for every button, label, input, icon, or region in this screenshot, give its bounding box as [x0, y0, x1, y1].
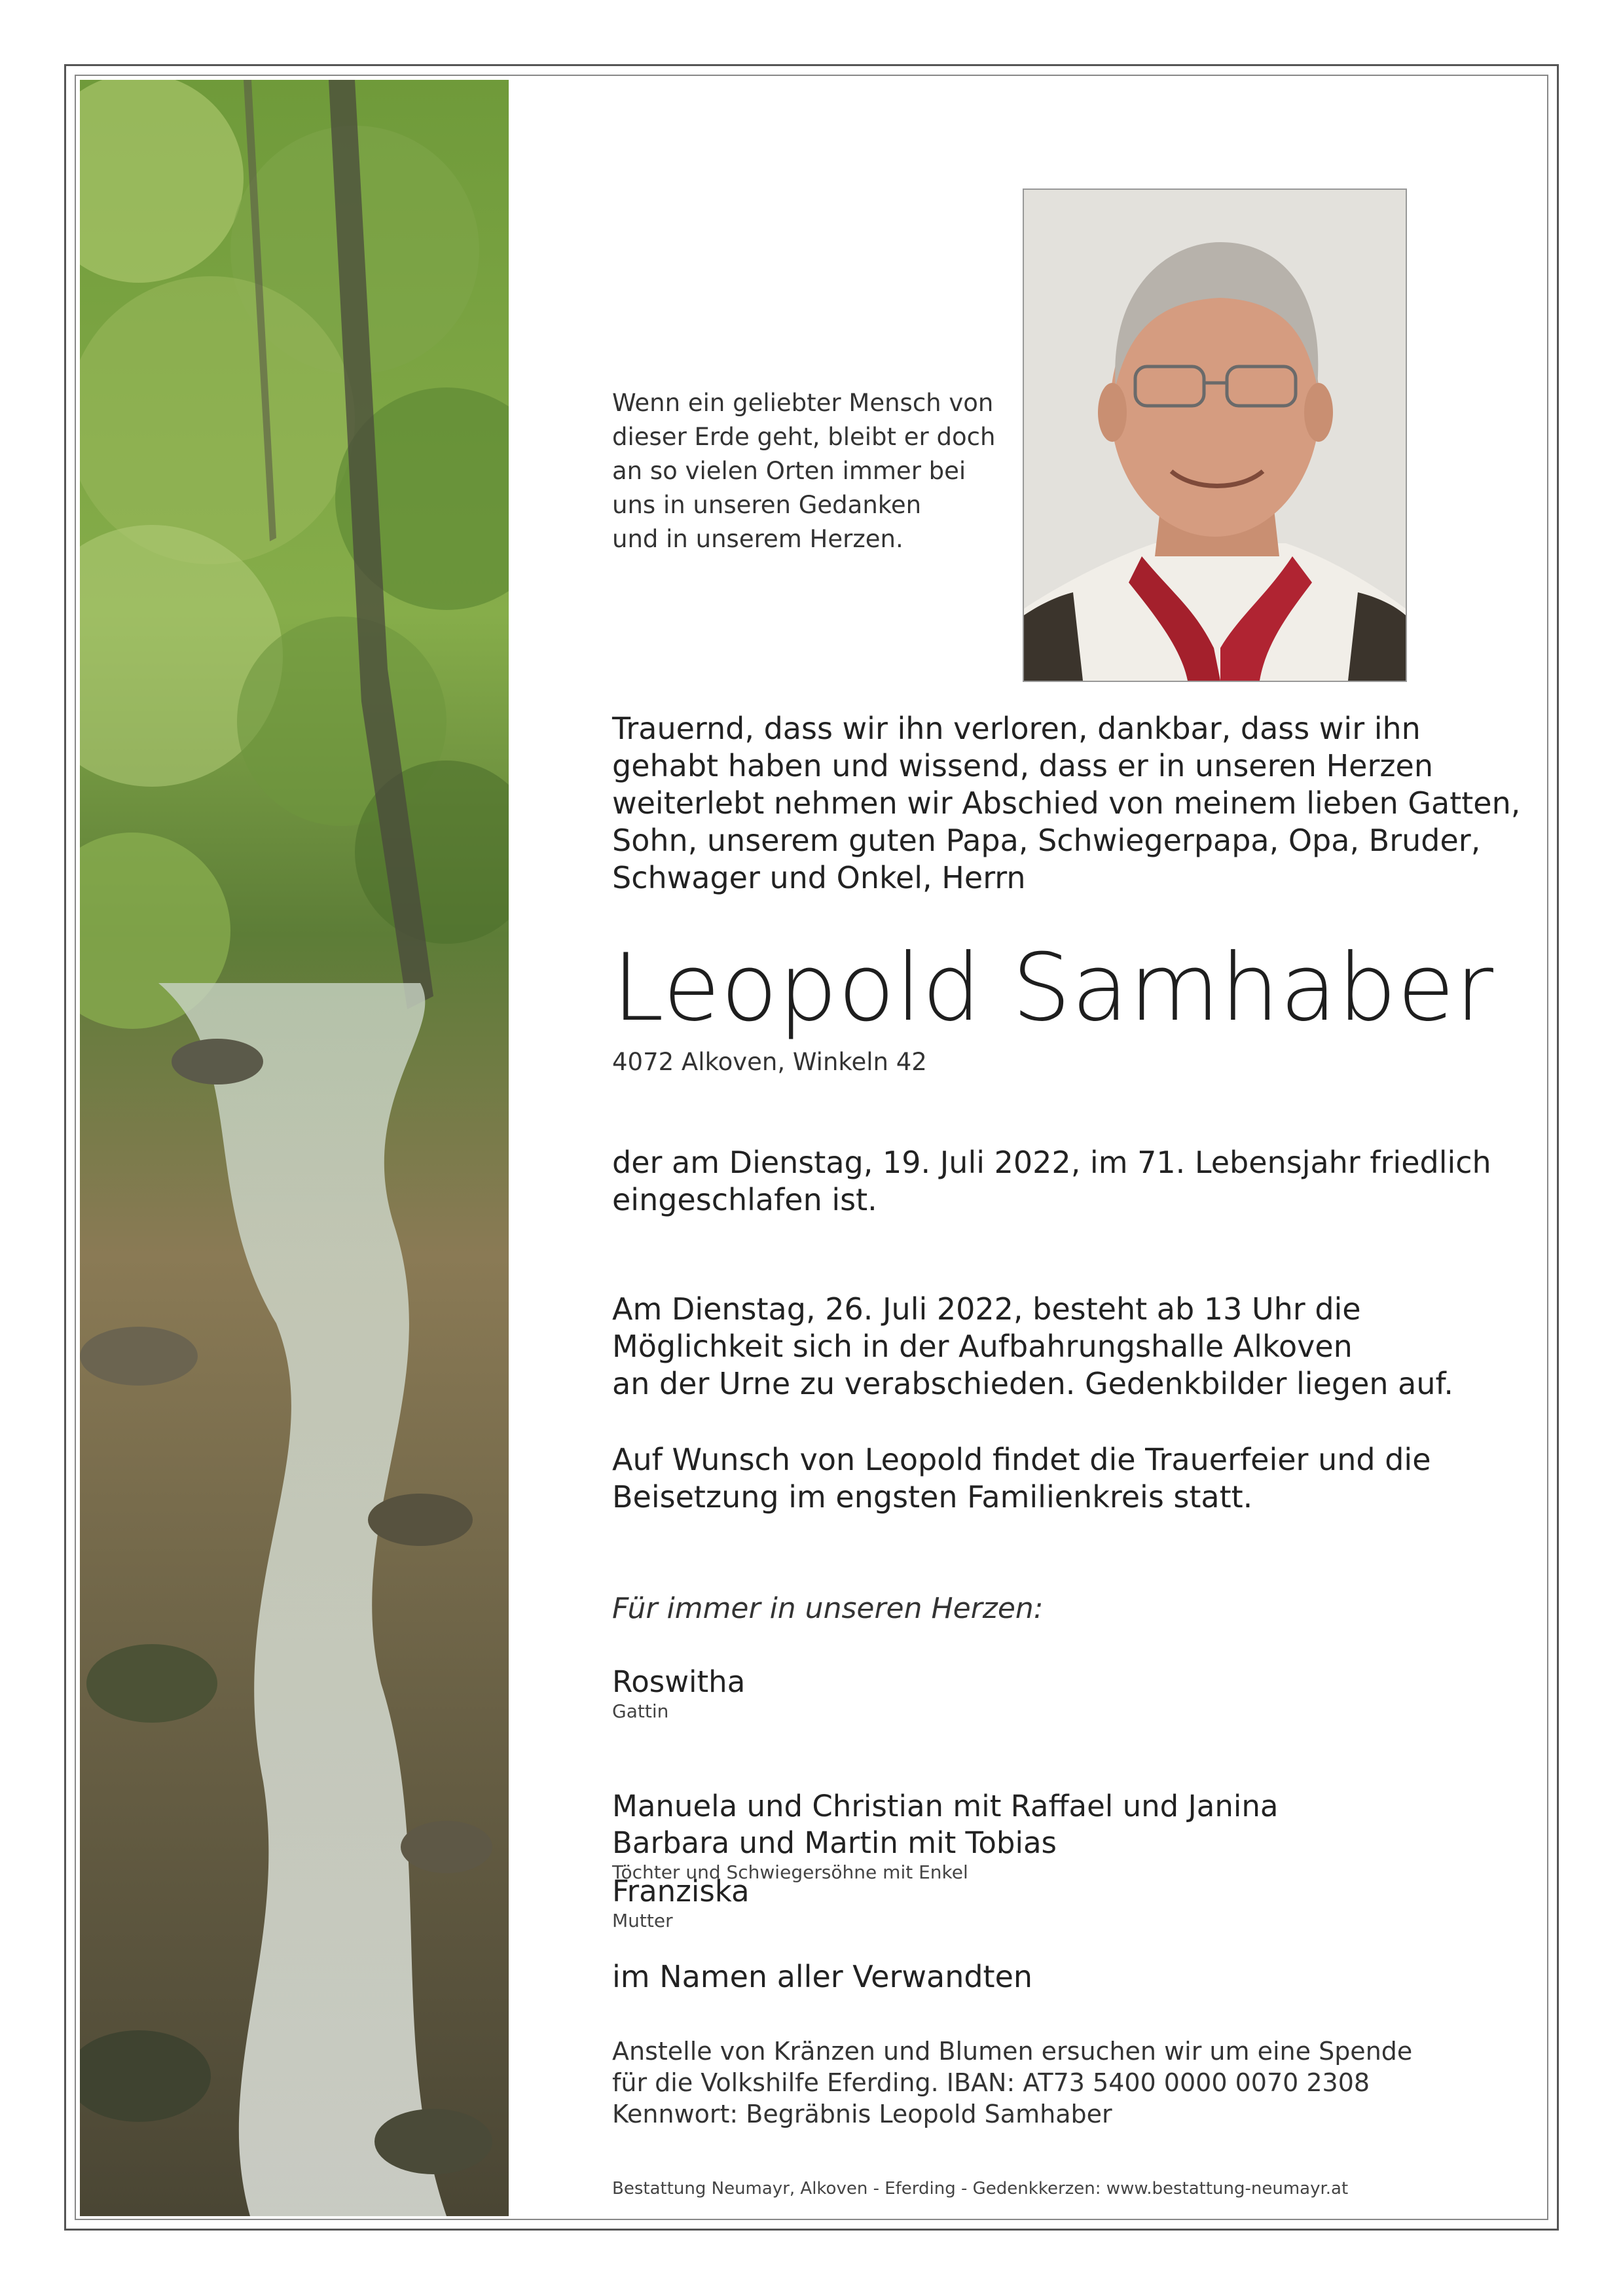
donation-line: für die Volkshilfe Eferding. IBAN: AT73 5400 0000 0070 2308	[612, 2068, 1370, 2097]
mourner-name: Franziska	[612, 1874, 750, 1909]
mourner-name: Barbara und Martin mit Tobias	[612, 1825, 1057, 1860]
mourner-group	[612, 1873, 750, 1932]
mourner-name: Roswitha	[612, 1664, 746, 1699]
on-behalf-line: im Namen aller Verwandten	[612, 1959, 1033, 1994]
deceased-name: Leopold Samhaber	[612, 934, 1494, 1042]
death-line: eingeschlafen ist.	[612, 1182, 877, 1217]
deceased-address: 4072 Alkoven, Winkeln 42	[612, 1048, 927, 1076]
farewell-line: an der Urne zu verabschieden. Gedenkbilder liegen auf.	[612, 1366, 1453, 1401]
farewell-line: Am Dienstag, 26. Juli 2022, besteht ab 13 Uhr die	[612, 1291, 1361, 1327]
forest-stream-photo	[80, 80, 509, 2216]
donation-line: Kennwort: Begräbnis Leopold Samhaber	[612, 2100, 1112, 2128]
funeral-home-footer: Bestattung Neumayr, Alkoven - Eferding - Gedenkkerzen: www.bestattung-neumayr.at	[612, 2179, 1349, 2198]
quote-line: an so vielen Orten immer bei	[612, 457, 966, 485]
death-notice	[612, 1144, 1491, 1219]
intro-line: Sohn, unserem guten Papa, Schwiegerpapa, Opa, Bruder,	[612, 823, 1481, 858]
memorial-quote	[612, 386, 995, 556]
mourner-relation: Gattin	[612, 1700, 669, 1722]
farewell-info	[612, 1291, 1453, 1403]
donation-line: Anstelle von Kränzen und Blumen ersuchen wir um eine Spende	[612, 2037, 1413, 2066]
mourner-relation: Mutter	[612, 1910, 673, 1931]
funeral-wish	[612, 1441, 1431, 1516]
intro-paragraph	[612, 710, 1520, 897]
wish-line: Beisetzung im engsten Familienkreis statt.	[612, 1479, 1253, 1515]
wish-line: Auf Wunsch von Leopold findet die Trauerfeier und die	[612, 1442, 1431, 1477]
mourners-heading: Für immer in unseren Herzen:	[612, 1592, 1044, 1625]
intro-line: Trauernd, dass wir ihn verloren, dankbar, dass wir ihn	[612, 711, 1421, 746]
death-line: der am Dienstag, 19. Juli 2022, im 71. Lebensjahr friedlich	[612, 1145, 1491, 1180]
intro-line: gehabt haben und wissend, dass er in unseren Herzen	[612, 748, 1433, 783]
quote-line: uns in unseren Gedanken	[612, 491, 922, 519]
mourner-group	[612, 1788, 1278, 1884]
quote-line: Wenn ein geliebter Mensch von	[612, 389, 994, 417]
farewell-line: Möglichkeit sich in der Aufbahrungshalle Alkoven	[612, 1329, 1353, 1364]
mourner-group	[612, 1664, 745, 1723]
quote-line: dieser Erde geht, bleibt er doch	[612, 423, 996, 451]
portrait-photo	[1023, 188, 1407, 682]
mourner-name: Manuela und Christian mit Raffael und Janina	[612, 1789, 1279, 1823]
intro-line: weiterlebt nehmen wir Abschied von meinem lieben Gatten,	[612, 785, 1521, 821]
mourner-relation: Töchter und Schwiegersöhne mit Enkel	[612, 1861, 968, 1883]
quote-line: und in unserem Herzen.	[612, 525, 903, 553]
donation-request	[612, 2036, 1412, 2130]
intro-line: Schwager und Onkel, Herrn	[612, 860, 1026, 895]
